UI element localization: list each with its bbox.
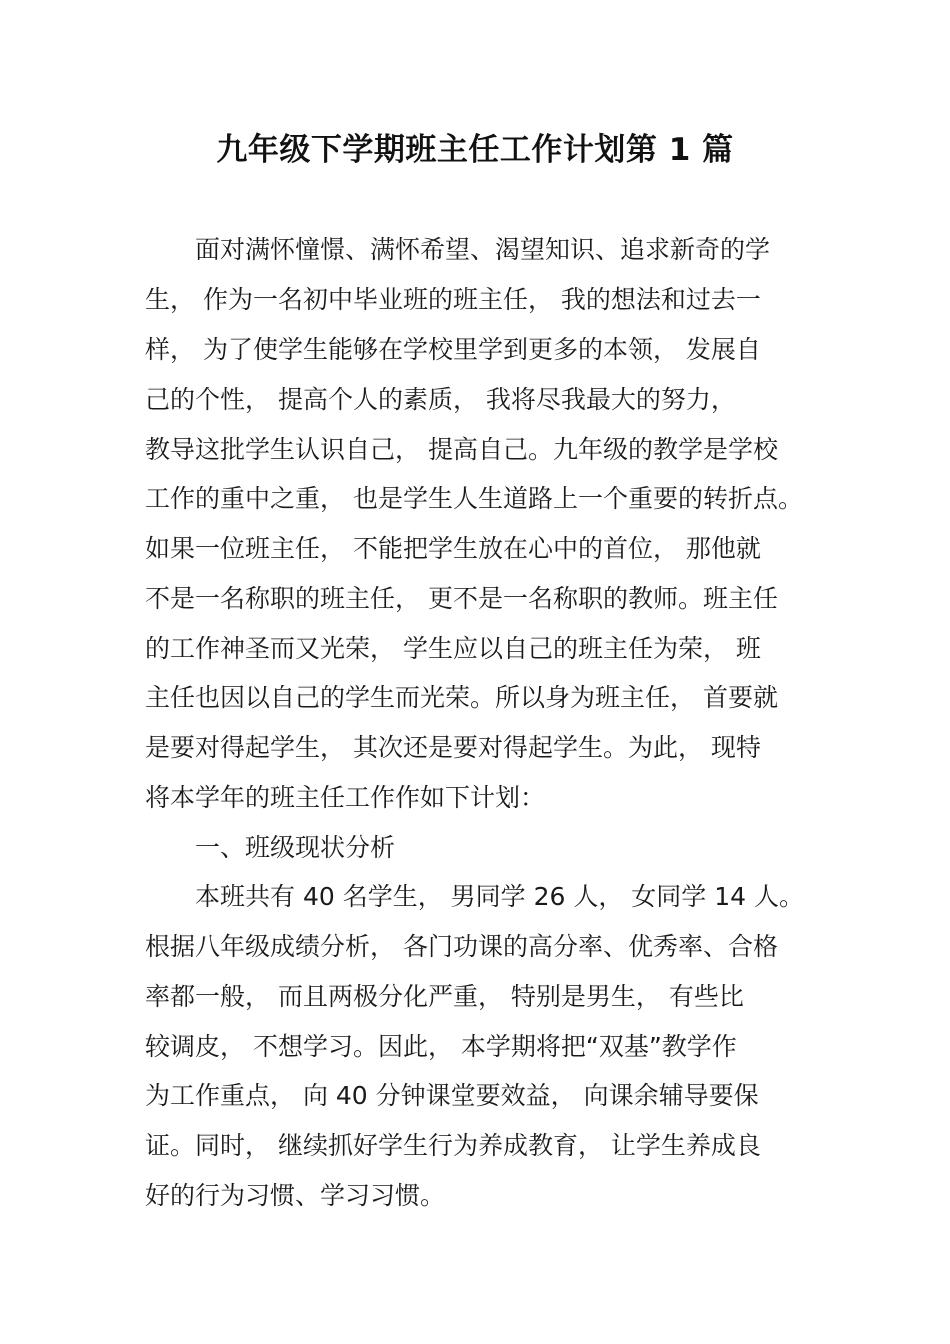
paragraph-line: 样， 为了使学生能够在学校里学到更多的本领， 发展自 xyxy=(145,335,761,364)
paragraph-line: 为工作重点， 向 40 分钟课堂要效益， 向课余辅导要保 xyxy=(145,1081,759,1110)
paragraph-line: 如果一位班主任， 不能把学生放在心中的首位， 那他就 xyxy=(145,534,761,563)
paragraph-line: 的工作神圣而又光荣， 学生应以自己的班主任为荣， 班 xyxy=(145,634,761,663)
paragraph-line: 率都一般， 而且两极分化严重， 特别是男生， 有些比 xyxy=(145,982,744,1011)
paragraph-line: 工作的重中之重， 也是学生人生道路上一个重要的转折点。 xyxy=(145,484,803,513)
paragraph-line: 是要对得起学生， 其次还是要对得起学生。为此， 现特 xyxy=(145,733,761,762)
paragraph-line: 好的行为习惯、学习习惯。 xyxy=(145,1181,446,1210)
document-title: 九年级下学期班主任工作计划第 1 篇 xyxy=(216,132,734,168)
paragraph-line: 本班共有 40 名学生， 男同学 26 人， 女同学 14 人。 xyxy=(195,882,805,911)
paragraph-line: 证。同时， 继续抓好学生行为养成教育， 让学生养成良 xyxy=(145,1131,761,1160)
paragraph-line: 将本学年的班主任工作作如下计划： xyxy=(145,783,546,812)
section-heading: 一、班级现状分析 xyxy=(195,833,396,862)
paragraph-line: 己的个性， 提高个人的素质， 我将尽我最大的努力， xyxy=(145,385,736,414)
paragraph-line: 主任也因以自己的学生而光荣。所以身为班主任， 首要就 xyxy=(145,683,778,712)
paragraph-line: 较调皮， 不想学习。因此， 本学期将把“双基”教学作 xyxy=(145,1032,737,1061)
paragraph-line: 生， 作为一名初中毕业班的班主任， 我的想法和过去一 xyxy=(145,285,761,314)
paragraph-line: 教导这批学生认识自己， 提高自己。九年级的教学是学校 xyxy=(145,435,778,464)
paragraph-line: 面对满怀憧憬、满怀希望、渴望知识、追求新奇的学 xyxy=(195,235,771,264)
paragraph-line: 不是一名称职的班主任， 更不是一名称职的教师。班主任 xyxy=(145,584,778,613)
paragraph-line: 根据八年级成绩分析， 各门功课的高分率、优秀率、合格 xyxy=(145,932,778,961)
